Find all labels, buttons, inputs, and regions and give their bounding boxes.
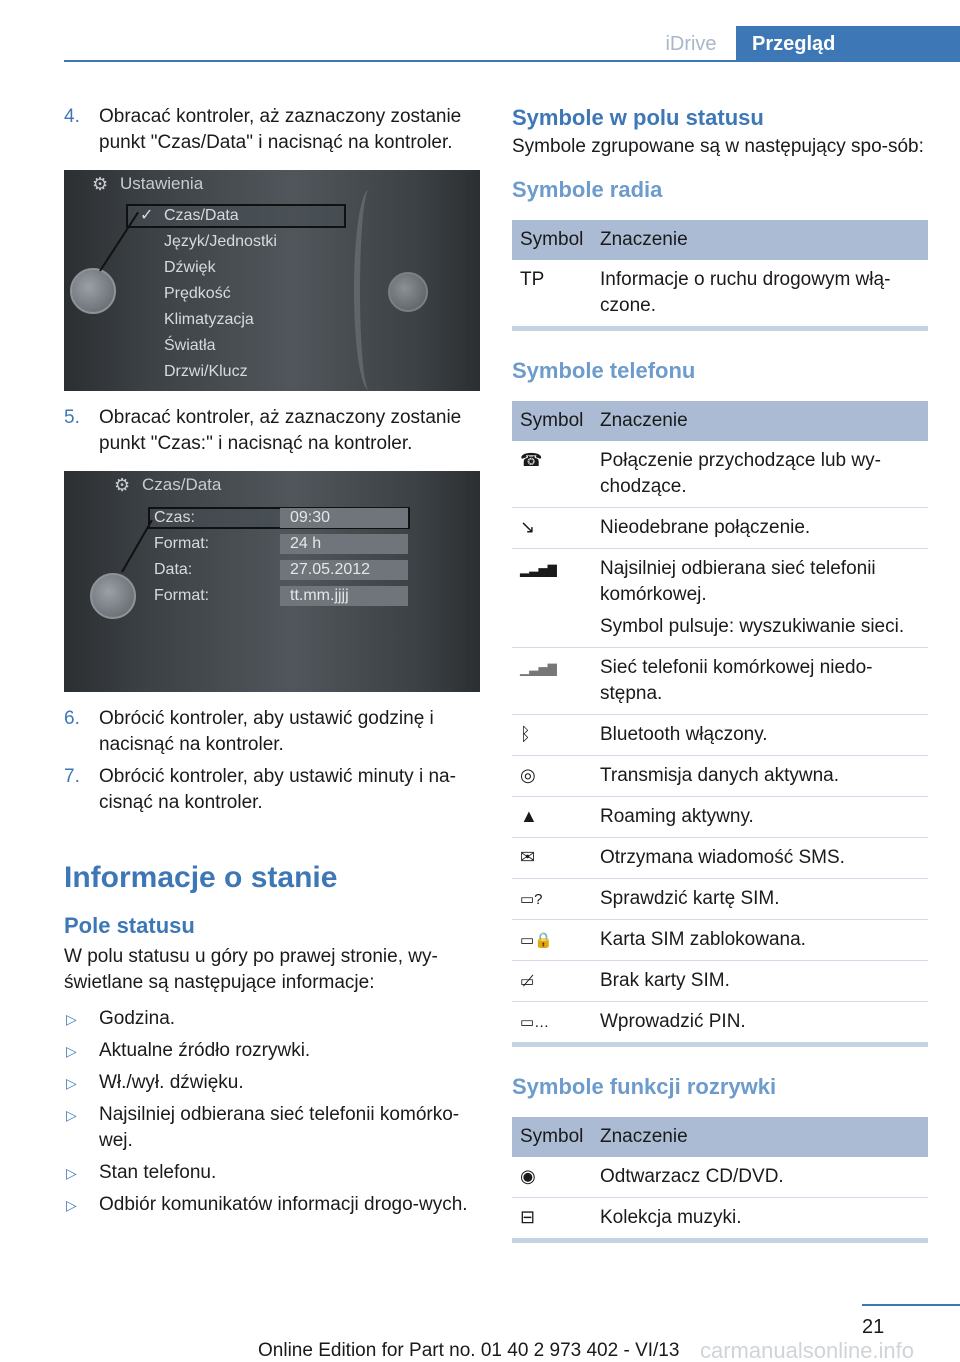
field-label-data: Data: (154, 561, 193, 578)
meaning-text: Nieodebrane połączenie. (600, 517, 811, 538)
symbol-cell: TP (512, 260, 600, 329)
triangle-bullet-icon: ▷ (66, 1011, 77, 1027)
menu-check-icon: ✓ (140, 207, 154, 224)
signal-strength-icon: ▂▃▅▇ (520, 563, 557, 577)
left-column (64, 104, 480, 1218)
page-number: 21 (862, 1316, 885, 1338)
step-number: 5. (64, 407, 80, 428)
step-number: 7. (64, 766, 80, 787)
screenshot-settings-menu (64, 170, 480, 391)
field-value-data[interactable]: 27.05.2012 (280, 560, 408, 580)
column-header-meaning: Znaczenie (600, 220, 928, 260)
entertainment-symbols-table (512, 1117, 928, 1243)
meaning-cell (600, 1198, 928, 1241)
entertainment-symbols-title: Symbole funkcji rozrywki (512, 1074, 777, 1099)
meaning-text: Wprowadzić PIN. (600, 1011, 746, 1032)
column-header-symbol: Symbol (512, 220, 600, 260)
bluetooth-icon: ᛒ (520, 724, 531, 744)
meaning-text: Najsilniej odbierana sieć telefonii komórkowej. (600, 558, 876, 605)
screen-title-text: Ustawienia (120, 174, 204, 193)
screen-arc-decoration (354, 190, 384, 390)
table-row (512, 441, 928, 508)
step-text: Obrócić kontroler, aby ustawić minuty i na‐cisnąć na kontroler. (99, 766, 456, 813)
cd-dvd-icon: ◉ (520, 1166, 536, 1186)
meaning-cell (600, 756, 928, 797)
table-row (512, 715, 928, 756)
sim-locked-icon: ▭🔒 (520, 932, 553, 949)
header-tab-przeglad[interactable]: Przegląd (736, 26, 960, 62)
table-row (512, 508, 928, 549)
header-tab-idrive[interactable]: iDrive (665, 33, 717, 55)
screen-title (64, 471, 480, 499)
status-intro: W polu statusu u góry po prawej stronie, wy‐świetlane są następujące informacje: (64, 946, 438, 993)
table-row (512, 961, 928, 1002)
meaning-text: Sieć telefonii komórkowej niedo‐stępna. (600, 657, 873, 704)
field-label-format: Format: (154, 535, 210, 552)
watermark-text: carmanualsonline.info (700, 1338, 915, 1362)
music-collection-icon: ⊟ (520, 1207, 536, 1227)
meaning-text: Symbol pulsuje: wyszukiwanie sieci. (600, 616, 905, 637)
menu-item-jezyk[interactable]: Język/Jednostki (164, 233, 277, 250)
column-header-meaning: Znaczenie (600, 1117, 928, 1157)
column-header-symbol: Symbol (512, 401, 600, 441)
list-item (64, 1160, 480, 1186)
meaning-cell (600, 838, 928, 879)
triangle-bullet-icon: ▷ (66, 1043, 77, 1059)
column-header-meaning: Znaczenie (600, 401, 928, 441)
table-row (512, 920, 928, 961)
meaning-cell (600, 715, 928, 756)
controller-knob-icon (90, 573, 136, 619)
list-item (64, 1102, 480, 1154)
list-item (64, 1038, 480, 1064)
menu-item-dzwiek[interactable]: Dźwięk (164, 259, 216, 276)
step-text: Obracać kontroler, aż zaznaczony zostanie punkt "Czas/Data" i nacisnąć na kontroler. (99, 106, 462, 153)
meaning-text: Roaming aktywny. (600, 806, 754, 827)
step-text: Obrócić kontroler, aby ustawić godzinę i nacisnąć na kontroler. (99, 708, 434, 755)
list-item-text: Godzina. (99, 1008, 176, 1029)
network-unavailable-icon: ▁▃▅▇ (520, 662, 557, 676)
menu-item-drzwi[interactable]: Drzwi/Klucz (164, 363, 248, 380)
check-sim-icon: ▭? (520, 891, 543, 908)
sms-icon: ✉ (520, 847, 536, 867)
table-row (512, 756, 928, 797)
meaning-cell (600, 1002, 928, 1045)
section-title: Informacje o stanie (64, 861, 338, 894)
menu-item-predkosc[interactable]: Prędkość (164, 285, 231, 302)
step-6 (64, 706, 480, 758)
table-row (512, 797, 928, 838)
phone-symbols-title: Symbole telefonu (512, 358, 696, 383)
table-row (512, 879, 928, 920)
meaning-cell (600, 441, 928, 508)
meaning-cell (600, 549, 928, 648)
list-item-text: Aktualne źródło rozrywki. (99, 1040, 311, 1061)
field-value-format-date[interactable]: tt.mm.jjjj (280, 586, 408, 606)
step-number: 4. (64, 106, 80, 127)
no-sim-icon: ▭̸ (520, 973, 535, 990)
meaning-text: Odtwarzacz CD/DVD. (600, 1166, 784, 1187)
meaning-text: Otrzymana wiadomość SMS. (600, 847, 845, 868)
step-text: Obracać kontroler, aż zaznaczony zostanie punkt "Czas:" i nacisnąć na kontroler. (99, 407, 462, 454)
menu-item-czas-data[interactable]: Czas/Data (164, 207, 239, 224)
meaning-text: Kolekcja muzyki. (600, 1207, 742, 1228)
screen-title-text: Czas/Data (142, 475, 222, 494)
meaning-cell (600, 879, 928, 920)
table-header-row (512, 401, 928, 441)
meaning-text: Karta SIM zablokowana. (600, 929, 806, 950)
status-bullet-list (64, 1006, 480, 1218)
table-header-row (512, 220, 928, 260)
meaning-cell (600, 1157, 928, 1198)
list-item (64, 1006, 480, 1032)
table-row (512, 549, 928, 648)
triangle-bullet-icon: ▷ (66, 1107, 77, 1123)
table-row (512, 260, 928, 329)
meaning-cell (600, 961, 928, 1002)
pointer-line (121, 520, 153, 573)
list-item-text: Odbiór komunikatów informacji drogo‐wych. (99, 1194, 468, 1215)
radio-symbols-title: Symbole radia (512, 177, 663, 202)
step-4 (64, 104, 480, 166)
step-number: 6. (64, 708, 80, 729)
triangle-bullet-icon: ▷ (66, 1165, 77, 1181)
enter-pin-icon: ▭… (520, 1014, 550, 1031)
step-7 (64, 764, 480, 816)
table-row (512, 838, 928, 879)
meaning-text: Informacje o ruchu drogowym włą‐czone. (600, 269, 891, 316)
controller-knob-icon (70, 268, 116, 314)
edition-text: Online Edition for Part no. 01 40 2 973 402 - VI/13 (258, 1340, 680, 1361)
roaming-icon: ▲ (520, 806, 538, 826)
table-row (512, 1157, 928, 1198)
meaning-cell (600, 648, 928, 715)
menu-item-swiatla[interactable]: Światła (164, 337, 216, 354)
table-row (512, 1198, 928, 1241)
table-header-row (512, 1117, 928, 1157)
right-column (512, 104, 928, 1243)
meaning-cell (600, 260, 928, 329)
meaning-text: Transmisja danych aktywna. (600, 765, 840, 786)
meaning-text: Sprawdzić kartę SIM. (600, 888, 780, 909)
meaning-cell (600, 797, 928, 838)
field-value-czas[interactable]: 09:30 (280, 508, 408, 528)
incoming-call-icon: ☎ (520, 450, 543, 470)
field-label-format-date: Format: (154, 587, 210, 604)
gear-icon: ⚙ (92, 174, 109, 194)
gear-icon: ⚙ (114, 475, 131, 495)
meaning-text: Bluetooth włączony. (600, 724, 768, 745)
symbols-intro: Symbole zgrupowane są w następujący spo‐sób: (512, 136, 924, 157)
meaning-cell (600, 508, 928, 549)
table-row (512, 648, 928, 715)
meaning-text: Brak karty SIM. (600, 970, 730, 991)
column-header-symbol: Symbol (512, 1117, 600, 1157)
settings-knob-icon (388, 272, 428, 312)
list-item-text: Stan telefonu. (99, 1162, 217, 1183)
subsection-title: Pole statusu (64, 913, 195, 938)
radio-symbols-table (512, 220, 928, 331)
triangle-bullet-icon: ▷ (66, 1197, 77, 1213)
step-5 (64, 405, 480, 467)
list-item (64, 1070, 480, 1096)
meaning-text: Połączenie przychodzące lub wy‐chodzące. (600, 450, 881, 497)
phone-symbols-table (512, 401, 928, 1047)
list-item-text: Najsilniej odbierana sieć telefonii komórko‐wej. (99, 1104, 460, 1151)
field-value-format-time[interactable]: 24 h (280, 534, 408, 554)
list-item (64, 1192, 480, 1218)
meaning-cell (600, 920, 928, 961)
symbols-title: Symbole w polu statusu (512, 105, 764, 130)
missed-call-icon: ↘ (520, 517, 536, 537)
footer-divider (862, 1304, 960, 1306)
menu-item-klimatyzacja[interactable]: Klimatyzacja (164, 311, 254, 328)
page-header (0, 0, 960, 62)
screenshot-time-date (64, 471, 480, 692)
screen-title (64, 170, 480, 198)
field-label-czas: Czas: (154, 509, 195, 526)
triangle-bullet-icon: ▷ (66, 1075, 77, 1091)
table-row (512, 1002, 928, 1045)
list-item-text: Wł./wył. dźwięku. (99, 1072, 244, 1093)
header-divider (64, 60, 960, 62)
pointer-line (99, 212, 139, 272)
data-transfer-icon: ◎ (520, 765, 536, 785)
